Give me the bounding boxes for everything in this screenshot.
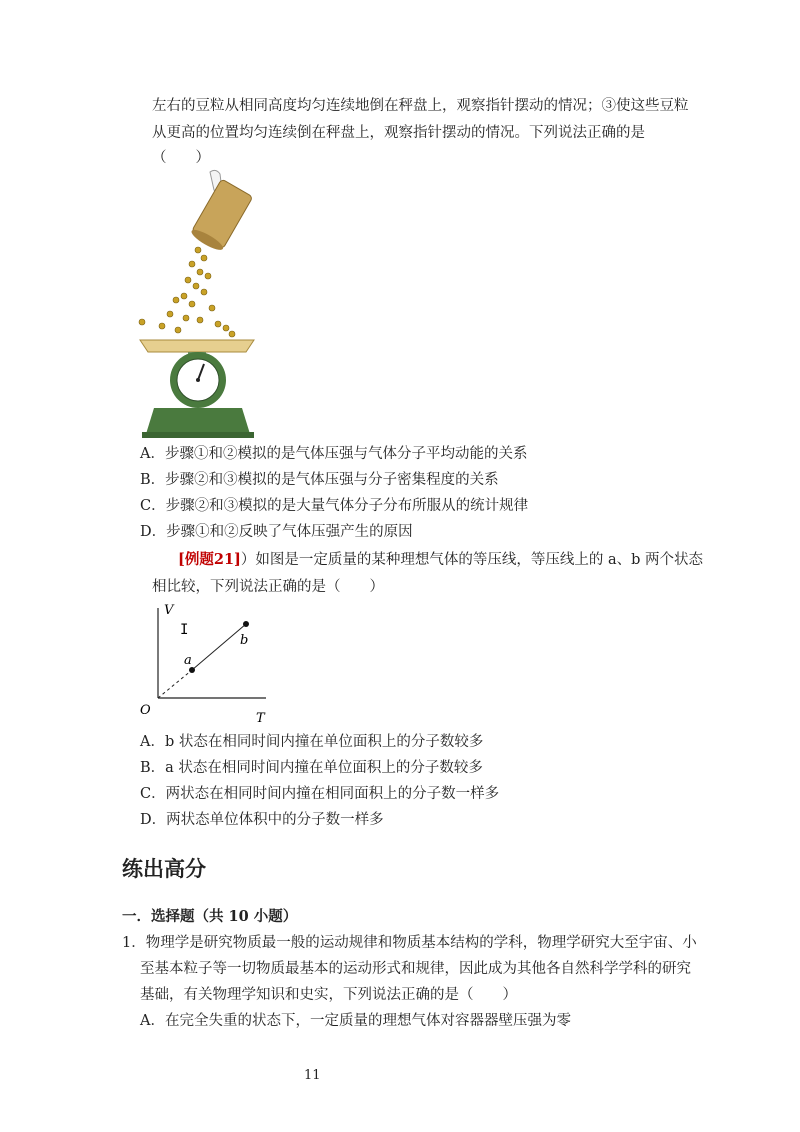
section-subheading: 一．选择题（共 10 小题） bbox=[122, 908, 298, 925]
q20-option-b: B．步骤②和③模拟的是气体压强与分子密集程度的关系 bbox=[140, 472, 499, 488]
axis-t-label: T bbox=[256, 711, 265, 726]
q21-line2: 相比较，下列说法正确的是（ ） bbox=[152, 579, 384, 595]
q1-line1: 1．物理学是研究物质最一般的运动规律和物质基本结构的学科，物理学研究大至宇宙、小 bbox=[122, 935, 697, 951]
q20-line1: 左右的豆粒从相同高度均匀连续地倒在秤盘上，观察指针摆动的情况；③使这些豆粒 bbox=[152, 98, 689, 114]
bean-scale-illustration bbox=[132, 168, 262, 440]
page-number: 11 bbox=[304, 1068, 321, 1083]
q1-option-a: A．在完全失重的状态下，一定质量的理想气体对容器器壁压强为零 bbox=[140, 1013, 571, 1029]
q21-tag: [例题21] bbox=[178, 551, 241, 568]
q20-option-d: D．步骤①和②反映了气体压强产生的原因 bbox=[140, 524, 413, 540]
axis-v-label: V bbox=[164, 603, 174, 618]
q21-line1 bbox=[178, 550, 703, 570]
q21-option-c: C．两状态在相同时间内撞在相同面积上的分子数一样多 bbox=[140, 786, 500, 802]
point-b-label: b bbox=[240, 633, 249, 648]
q21-line1-text: ）如图是一定质量的某种理想气体的等压线，等压线上的 a、b 两个状态 bbox=[240, 552, 704, 568]
point-b-dot bbox=[243, 621, 249, 627]
section-heading: 练出高分 bbox=[122, 856, 206, 881]
q20-option-c: C．步骤②和③模拟的是大量气体分子分布所服从的统计规律 bbox=[140, 498, 529, 514]
isobar-graph bbox=[136, 600, 276, 728]
q20-line3: （ ） bbox=[152, 150, 210, 166]
q21-option-b: B．a 状态在相同时间内撞在单位面积上的分子数较多 bbox=[140, 760, 483, 776]
q1-line3: 基础，有关物理学知识和史实，下列说法正确的是（ ） bbox=[140, 987, 517, 1003]
q1-line2: 至基本粒子等一切物质最基本的运动形式和规律，因此成为其他各自然科学学科的研究 bbox=[140, 961, 691, 977]
q20-line2: 从更高的位置均匀连续倒在秤盘上，观察指针摆动的情况。下列说法正确的是 bbox=[152, 125, 645, 141]
q21-option-d: D．两状态单位体积中的分子数一样多 bbox=[140, 812, 384, 828]
point-a-label: a bbox=[184, 653, 192, 668]
q21-option-a: A．b 状态在相同时间内撞在单位面积上的分子数较多 bbox=[140, 734, 484, 750]
text-cursor-icon: I bbox=[180, 622, 189, 638]
q20-option-a: A．步骤①和②模拟的是气体压强与气体分子平均动能的关系 bbox=[140, 446, 528, 462]
origin-label: O bbox=[140, 703, 151, 718]
